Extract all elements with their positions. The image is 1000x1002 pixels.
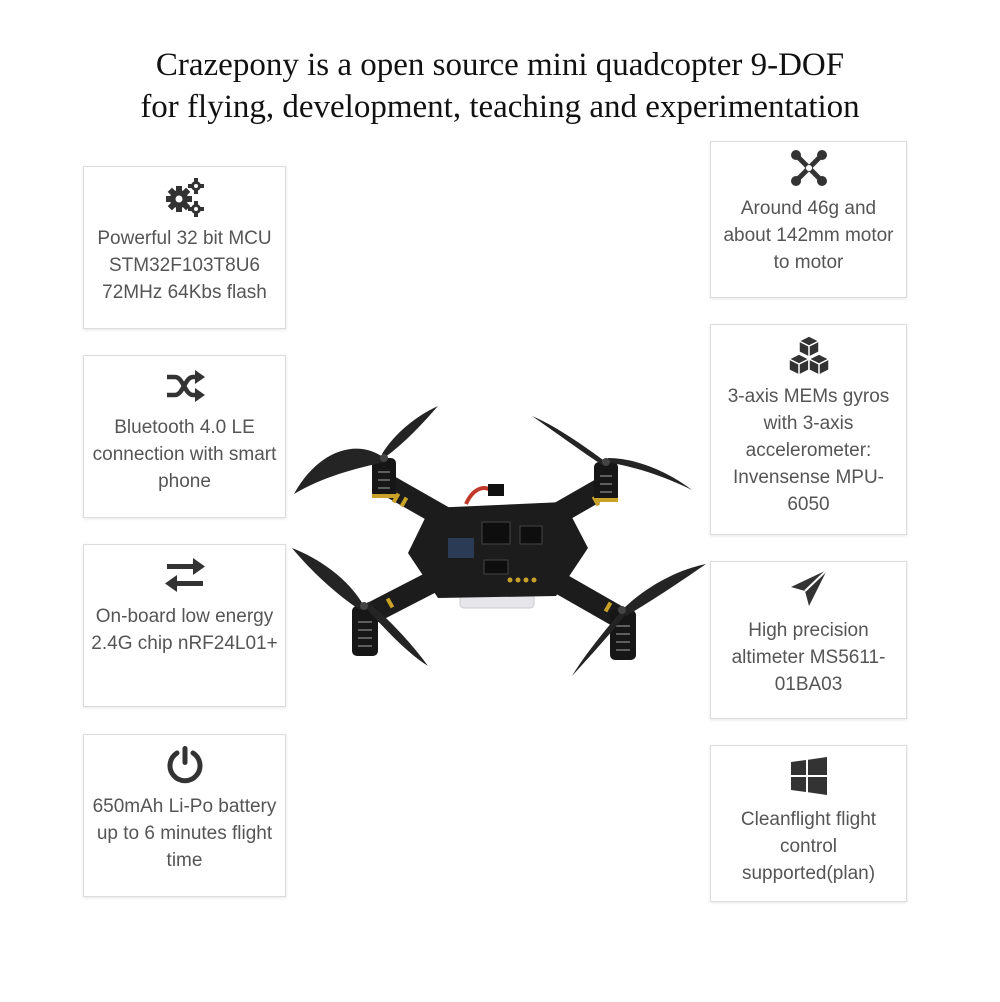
gears-icon (163, 175, 207, 219)
feature-card-cleanflight (710, 745, 907, 902)
quadcopter-image (288, 398, 708, 688)
feature-text-size: Around 46g and about 142mm motor to motor (723, 198, 894, 273)
power-icon (163, 743, 207, 787)
feature-text-imu: 3-axis MEMs gyros with 3-axis accelerometer: Invensense MPU-6050 (727, 386, 890, 515)
feature-card-altimeter (710, 561, 907, 719)
feature-text-battery: 650mAh Li-Po battery up to 6 minutes flight time (92, 796, 277, 871)
feature-card-bluetooth (83, 355, 286, 518)
windows-icon (787, 754, 831, 798)
shuffle-icon (163, 364, 207, 408)
joomla-icon (787, 146, 831, 190)
headline (0, 44, 1000, 128)
feature-text-altimeter: High precision altimeter MS5611-01BA03 (731, 620, 886, 695)
feature-card-size (710, 141, 907, 298)
cubes-icon (787, 333, 831, 377)
headline-line-2: for flying, development, teaching and experimentation (140, 89, 860, 125)
headline-line-1: Crazepony is a open source mini quadcopter 9-DOF (155, 47, 845, 83)
feature-card-imu (710, 324, 907, 535)
feature-card-radio-chip (83, 544, 286, 707)
feature-text-cleanflight: Cleanflight flight control supported(plan) (740, 809, 877, 884)
feature-text-radio-chip: On-board low energy 2.4G chip nRF24L01+ (91, 606, 278, 654)
paper-plane-icon (787, 566, 831, 610)
feature-card-battery (83, 734, 286, 897)
exchange-icon (163, 553, 207, 597)
feature-card-mcu (83, 166, 286, 329)
feature-text-mcu: Powerful 32 bit MCU STM32F103T8U6 72MHz 64Kbs flash (97, 228, 272, 303)
feature-text-bluetooth: Bluetooth 4.0 LE connection with smart phone (92, 417, 277, 492)
